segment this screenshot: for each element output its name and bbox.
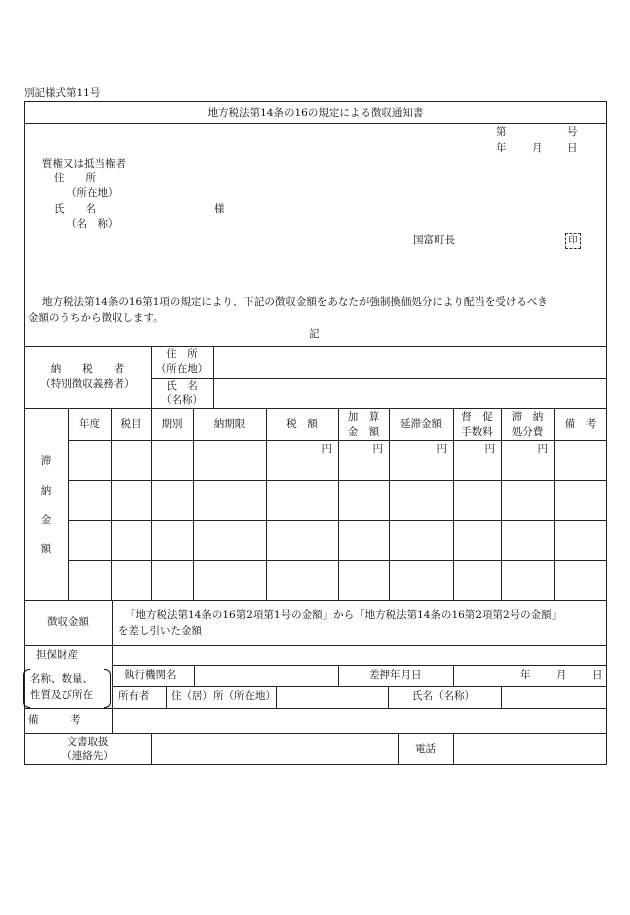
- taxpayer-name-label: 氏 名: [166, 380, 198, 392]
- arrears-col-line: [554, 408, 555, 600]
- col-header-tokusoku: 督 促: [461, 411, 493, 423]
- phone-label: 電話: [415, 743, 436, 755]
- taxpayer-mid-line: [151, 378, 607, 379]
- owner-address-label: 住（居）所（所在地）: [171, 690, 276, 702]
- yen-unit: 円: [484, 443, 495, 455]
- col-header-kibetsu: 期別: [161, 418, 183, 430]
- col-header-shobun-sub: 処分費: [511, 426, 544, 438]
- col-header-tokusoku-sub: 手数料: [461, 426, 493, 438]
- collection-text-line-1: 「地方税法第14条の16第2項第1号の金額」から「地方税法第14条の16第2項第2号の金額」: [125, 609, 563, 621]
- header-divider: [24, 346, 607, 347]
- arrears-side-char: 納: [40, 485, 52, 497]
- col-header-zeimoku: 税目: [120, 418, 142, 430]
- col-header-entai: 延滞金額: [400, 418, 442, 430]
- contact-label-sub: （連絡先）: [61, 750, 114, 762]
- remarks-label: 備 考: [28, 714, 81, 726]
- arrears-col-line: [193, 408, 194, 600]
- page-title: 地方税法第14条の16の規定による徴収通知書: [207, 107, 424, 119]
- addressee-name-sub: （名 称）: [66, 218, 119, 230]
- arrears-side-char: 額: [40, 543, 52, 555]
- collateral-col-line: [388, 686, 389, 708]
- lower-label-divider: [112, 600, 113, 733]
- remarks-bottom-line: [24, 733, 607, 734]
- seizure-date-year: 年: [520, 669, 531, 681]
- collateral-line-2: [112, 686, 607, 687]
- collateral-col-line: [276, 686, 277, 708]
- collection-text-line-2: を差し引いた金額: [118, 625, 202, 637]
- date-year: 年: [496, 142, 507, 154]
- owner-name-label: 氏名（名称）: [412, 690, 475, 702]
- date-month: 月: [532, 142, 543, 154]
- arrears-side-char: 金: [40, 514, 52, 526]
- body-text-line-1: 地方税法第14条の16第1項の規定により、下記の徴収金額をあなたが強制換価処分により配当を受けるべき: [42, 296, 548, 308]
- col-header-nokigen: 納期限: [213, 418, 246, 430]
- contact-label: 文書取扱: [66, 736, 109, 748]
- taxpayer-name-sub: （名称）: [161, 394, 203, 406]
- addressee-address-label: 住 所: [54, 172, 96, 184]
- contact-col-line: [151, 733, 152, 765]
- arrears-col-line: [111, 408, 112, 600]
- arrears-col-line: [151, 408, 152, 600]
- collateral-col-line: [453, 665, 454, 686]
- addressee-address-sub: （所在地）: [66, 187, 119, 199]
- col-header-biko: 備 考: [564, 418, 597, 430]
- col-header-zeigaku: 税 額: [286, 418, 318, 430]
- collateral-desc-line-1: 名称、数量、: [30, 673, 93, 685]
- seizure-date-month: 月: [556, 669, 567, 681]
- body-text-line-2: 金額のうちから徴収します。: [28, 312, 164, 324]
- arrears-col-line: [389, 408, 390, 600]
- taxpayer-field-divider: [213, 346, 214, 408]
- taxpayer-label-sub: （特別徴収義務者）: [40, 378, 135, 390]
- collateral-col-line: [194, 665, 195, 686]
- collateral-desc-line-2: 性質及び所在: [30, 689, 93, 701]
- doc-number-dai: 第: [496, 126, 507, 138]
- title-divider: [24, 123, 607, 124]
- form-number: 別記様式第11号: [24, 87, 101, 99]
- col-header-kasan-sub: 金 額: [347, 426, 380, 438]
- collateral-line-1: [112, 665, 607, 666]
- collateral-label: 担保財産: [36, 649, 78, 661]
- doc-number-go: 号: [567, 126, 578, 138]
- collateral-col-line: [501, 686, 502, 708]
- seizure-date-day: 日: [592, 669, 603, 681]
- left-bracket: [23, 669, 30, 708]
- issuer-name: 国富町長: [413, 234, 455, 246]
- contact-col-line: [453, 733, 454, 765]
- collection-label: 徴収金額: [47, 616, 89, 628]
- collateral-col-line: [166, 686, 167, 708]
- agency-label: 執行機関名: [124, 669, 177, 681]
- col-header-shobun: 滞 納: [511, 411, 544, 423]
- collateral-col-line: [338, 665, 339, 686]
- right-bracket: [104, 669, 111, 708]
- seal-stamp: 印: [565, 233, 581, 249]
- col-header-nendo: 年度: [79, 418, 100, 430]
- addressee-sama: 様: [214, 203, 225, 215]
- arrears-side-char: 滞: [40, 455, 52, 467]
- taxpayer-address-label: 住 所: [166, 348, 198, 360]
- addressee-name-label: 氏 名: [54, 203, 96, 215]
- owner-label: 所有者: [118, 690, 150, 702]
- col-header-kasan: 加 算: [347, 411, 380, 423]
- addressee-role: 質権又は抵当権者: [42, 158, 126, 170]
- arrears-col-line: [68, 408, 69, 600]
- yen-unit: 円: [321, 443, 332, 455]
- seizure-date-label: 差押年月日: [369, 669, 422, 681]
- ki-label: 記: [309, 328, 320, 340]
- yen-unit: 円: [372, 443, 383, 455]
- taxpayer-label: 納 税 者: [50, 363, 125, 375]
- arrears-col-line: [266, 408, 267, 600]
- taxpayer-address-sub: （所在地）: [155, 363, 209, 375]
- yen-unit: 円: [537, 443, 548, 455]
- date-day: 日: [567, 142, 578, 154]
- yen-unit: 円: [436, 443, 447, 455]
